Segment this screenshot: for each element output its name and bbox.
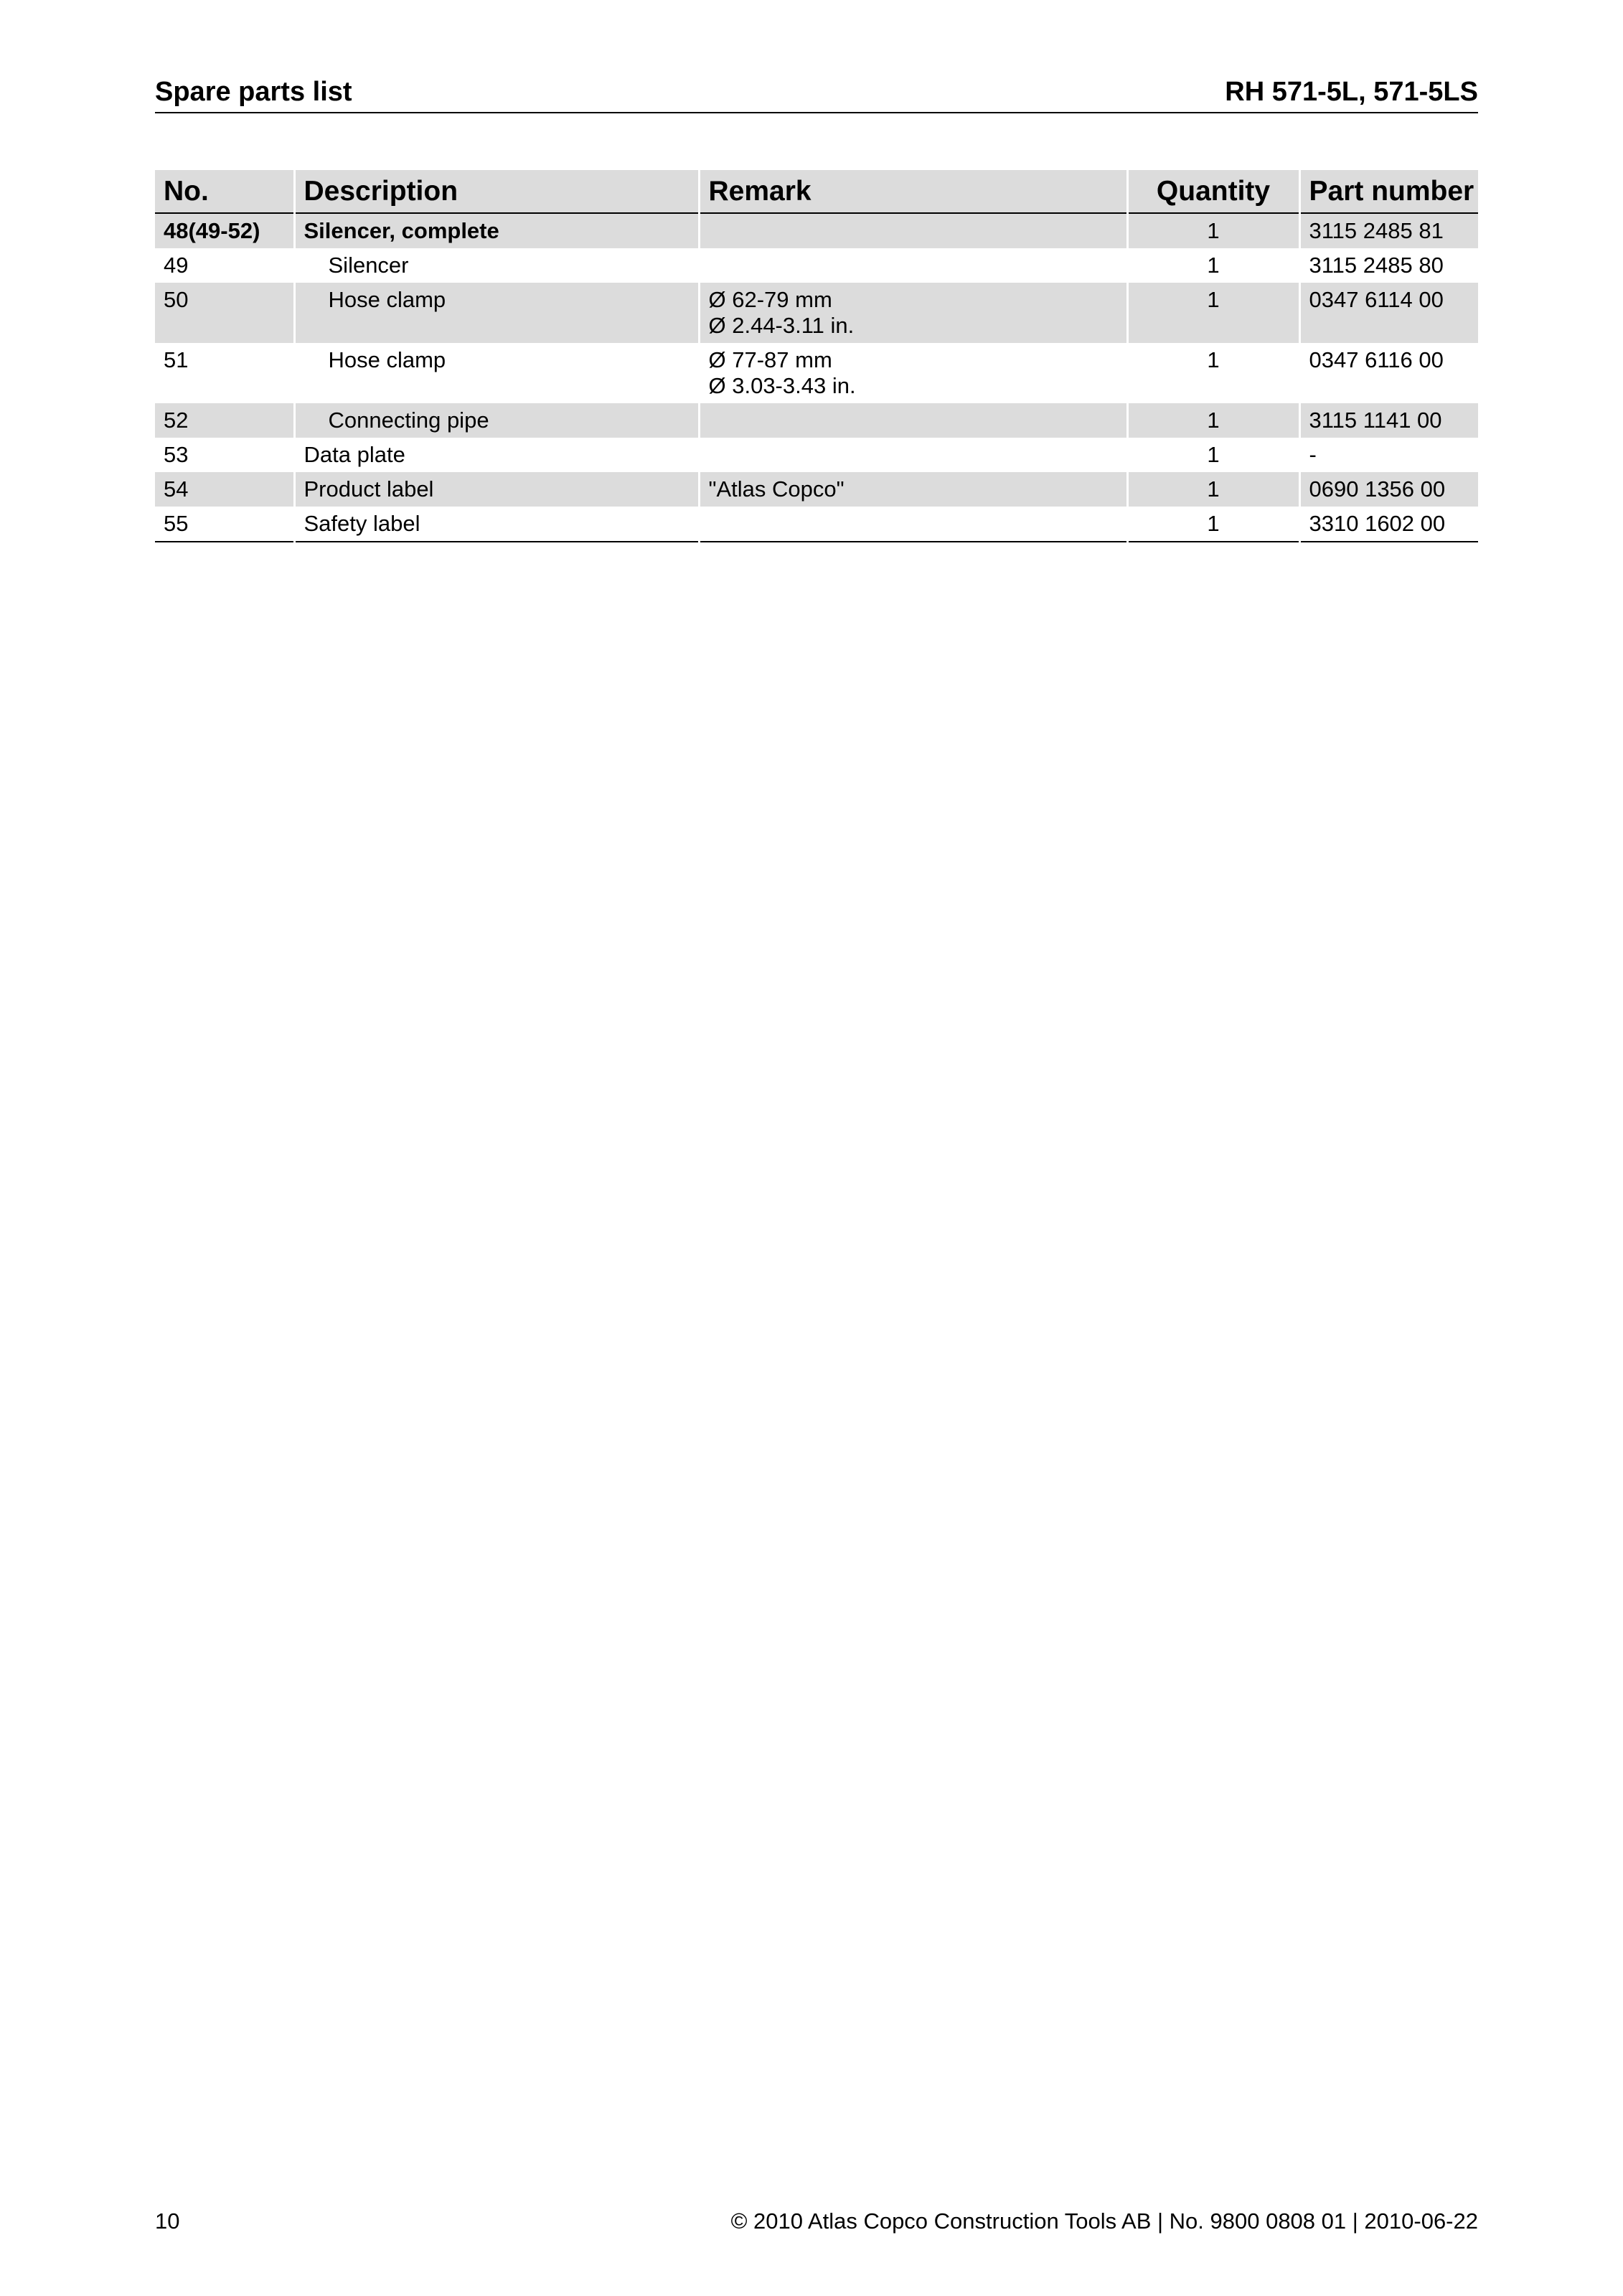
cell-remark	[699, 403, 1127, 438]
cell-remark	[699, 438, 1127, 472]
cell-remark	[699, 213, 1127, 248]
table-row	[155, 507, 1478, 542]
table-row	[155, 343, 1478, 403]
document-title: Spare parts list	[155, 77, 352, 107]
cell-description: Hose clamp	[294, 343, 699, 403]
cell-description: Safety label	[294, 507, 699, 542]
cell-quantity: 1	[1127, 472, 1299, 507]
remark-line: Ø 77-87 mm	[708, 347, 832, 372]
cell-remark	[699, 343, 1127, 403]
cell-part-number: 3115 2485 80	[1309, 253, 1444, 278]
copyright-notice: © 2010 Atlas Copco Construction Tools AB | No. 9800 0808 01 | 2010-06-22	[730, 2208, 1478, 2234]
cell-remark	[699, 283, 1127, 343]
cell-quantity: 1	[1127, 248, 1299, 283]
cell-description: Connecting pipe	[294, 403, 699, 438]
cell-no: 48(49-52)	[155, 213, 294, 248]
page-number: 10	[155, 2208, 180, 2234]
page-header	[155, 76, 1478, 113]
cell-remark	[699, 507, 1127, 542]
cell-no: 49	[155, 248, 294, 283]
cell-quantity: 1	[1127, 403, 1299, 438]
cell-part-number: 0690 1356 00	[1299, 472, 1478, 507]
cell-no: 55	[155, 507, 294, 542]
cell-quantity: 1	[1127, 507, 1299, 542]
cell-part-number: 0347 6114 00	[1299, 283, 1478, 343]
table-row	[155, 213, 1478, 248]
remark-line: Ø 62-79 mm	[708, 287, 832, 312]
cell-no: 52	[155, 403, 294, 438]
column-header-description: Description	[294, 170, 699, 213]
table-row	[155, 248, 1478, 283]
table-row	[155, 403, 1478, 438]
cell-description: Silencer, complete	[294, 213, 699, 248]
table-row	[155, 438, 1478, 472]
cell-description: Data plate	[294, 438, 699, 472]
cell-description: Product label	[294, 472, 699, 507]
cell-quantity: 1	[1127, 283, 1299, 343]
cell-remark	[699, 248, 1127, 283]
table-row	[155, 283, 1478, 343]
cell-part-number: -	[1309, 442, 1317, 467]
remark-line: Ø 3.03-3.43 in.	[708, 373, 856, 398]
column-header-remark: Remark	[699, 170, 1127, 213]
model-name: RH 571-5L, 571-5LS	[1225, 77, 1478, 107]
cell-quantity: 1	[1127, 438, 1299, 472]
cell-remark: "Atlas Copco"	[699, 472, 1127, 507]
cell-part-number: 3115 2485 81	[1299, 213, 1478, 248]
cell-quantity: 1	[1127, 343, 1299, 403]
cell-description: Silencer	[294, 248, 699, 283]
spare-parts-table	[155, 170, 1478, 542]
cell-quantity: 1	[1127, 213, 1299, 248]
cell-part-number: 3115 1141 00	[1299, 403, 1478, 438]
cell-no: 50	[155, 283, 294, 343]
table-header-row	[155, 170, 1478, 213]
cell-part-number: 3310 1602 00	[1299, 507, 1478, 542]
cell-part-number: 0347 6116 00	[1309, 347, 1444, 372]
cell-no: 54	[155, 472, 294, 507]
column-header-no: No.	[155, 170, 294, 213]
cell-description: Hose clamp	[294, 283, 699, 343]
column-header-part-number: Part number	[1299, 170, 1478, 213]
cell-no: 53	[155, 438, 294, 472]
remark-line: Ø 2.44-3.11 in.	[708, 313, 855, 338]
cell-no: 51	[155, 343, 294, 403]
column-header-quantity: Quantity	[1127, 170, 1299, 213]
table-row	[155, 472, 1478, 507]
